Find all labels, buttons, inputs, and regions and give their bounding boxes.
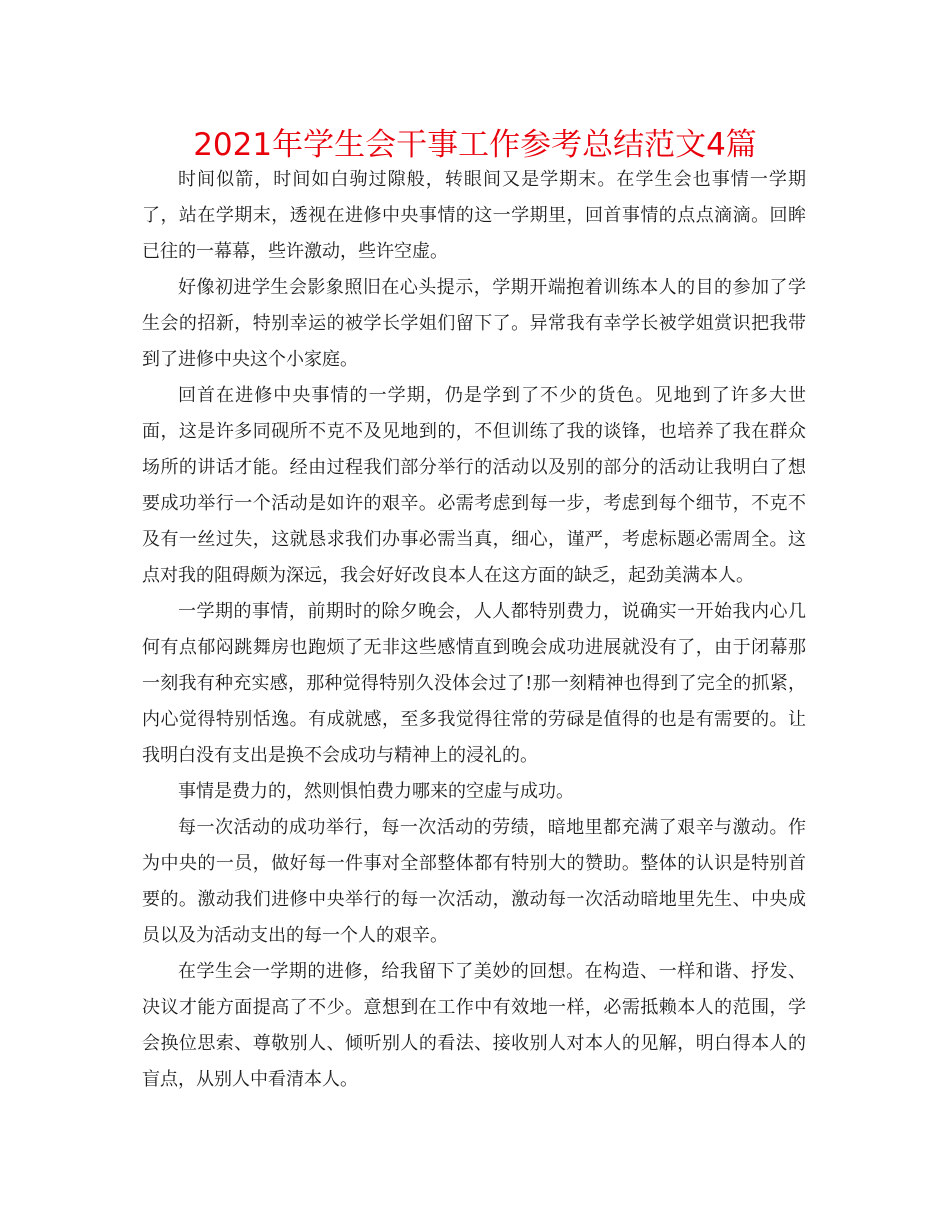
paragraph: 在学生会一学期的进修，给我留下了美妙的回想。在构造、一样和谐、抒发、决议才能方面提高了不少。意想到在工作中有效地一样，必需抵赖本人的范围，学会换位思索、尊敬别人、倾听别人的看法、接收别人对本人的见解，明白得本人的盲点，从别人中看清本人。	[142, 961, 806, 1090]
paragraph: 好像初进学生会影象照旧在心头提示，学期开端抱着训练本人的目的参加了学生会的招新，特别幸运的被学长学姐们留下了。异常我有幸学长被学姐赏识把我带到了进修中央这个小家庭。	[142, 277, 806, 370]
paragraph: 每一次活动的成功举行，每一次活动的劳绩，暗地里都充满了艰辛与激动。作为中央的一员，做好每一件事对全部整体都有特别大的赞助。整体的认识是特别首要的。激动我们进修中央举行的每一次活动，激动每一次活动暗地里先生、中央成员以及为活动支出的每一个人的艰辛。	[142, 817, 806, 946]
paragraph: 事情是费力的，然则惧怕费力哪来的空虚与成功。	[178, 781, 574, 802]
paragraph: 时间似箭，时间如白驹过隙般，转眼间又是学期末。在学生会也事情一学期了，站在学期末，透视在进修中央事情的这一学期里，回首事情的点点滴滴。回眸已往的一幕幕，些许激动，些许空虚。	[142, 169, 806, 262]
document-title: 2021年学生会干事工作参考总结范文4篇	[193, 127, 757, 163]
paragraph: 一学期的事情，前期时的除夕晚会，人人都特别费力，说确实一开始我内心几何有点郁闷跳舞房也跑烦了无非这些感情直到晚会成功进展就没有了，由于闭幕那一刻我有种充实感，那种觉得特别久没体会过了!那一刻精神也得到了完全的抓紧，内心觉得特别恬逸。有成就感，至多我觉得往常的劳碌是值得的也是有需要的。让我明白没有支出是换不会成功与精神上的浸礼的。	[142, 601, 806, 766]
document-body	[142, 162, 806, 1098]
paragraph: 回首在进修中央事情的一学期，仍是学到了不少的货色。见地到了许多大世面，这是许多同砚所不克不及见地到的，不但训练了我的谈锋，也培养了我在群众场所的讲话才能。经由过程我们部分举行的活动以及别的部分的活动让我明白了想要成功举行一个活动是如许的艰辛。必需考虑到每一步，考虑到每个细节，不克不及有一丝过失，这就恳求我们办事必需当真，细心，谨严，考虑标题必需周全。这点对我的阻碍颇为深远，我会好好改良本人在这方面的缺乏，起劲美满本人。	[142, 385, 806, 586]
